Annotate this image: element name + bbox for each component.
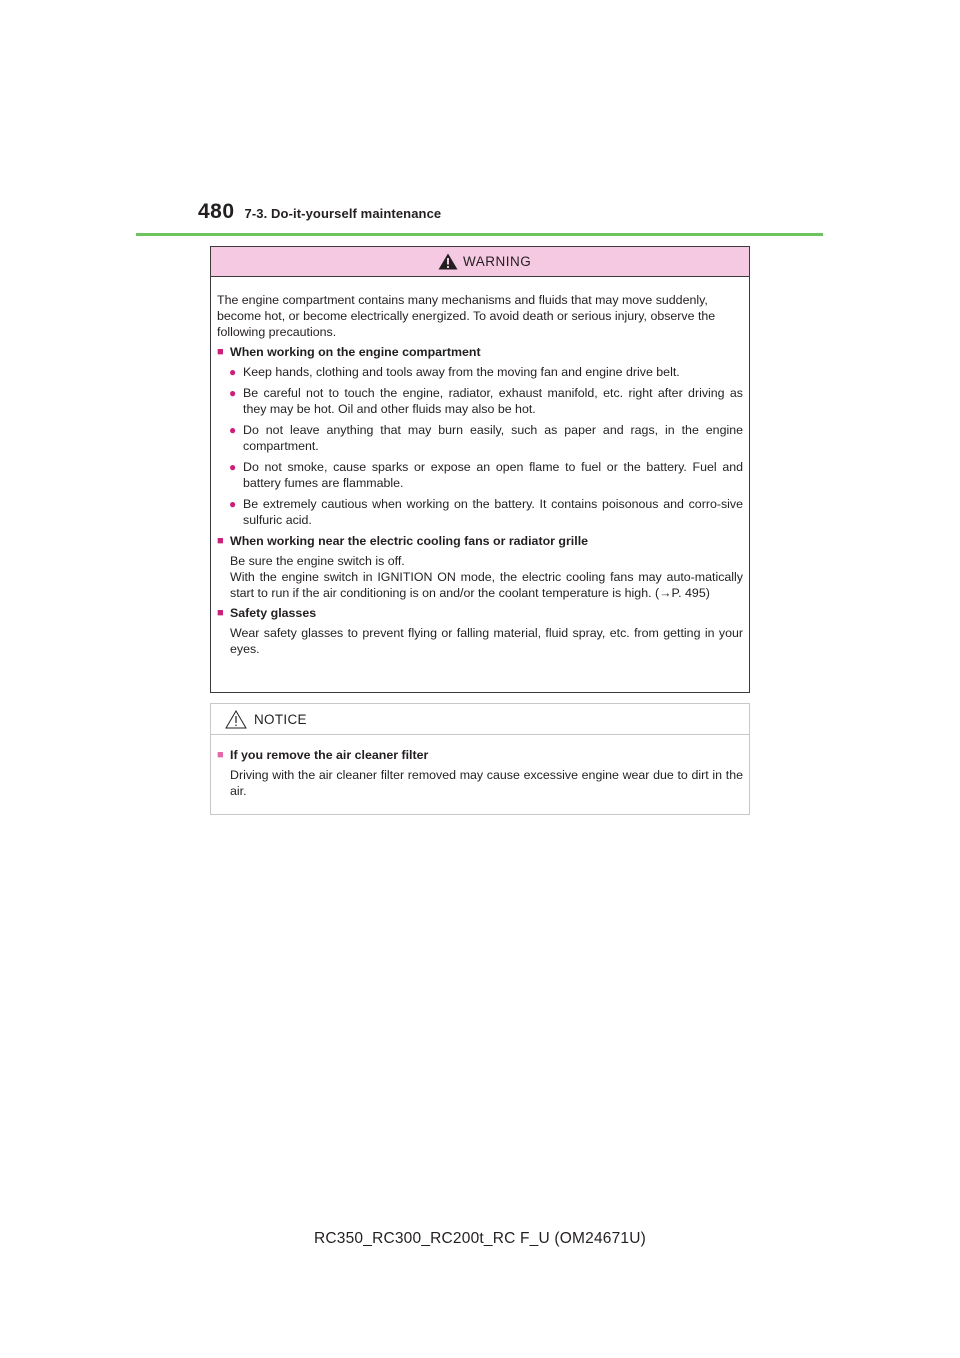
notice-header [211,704,749,735]
warning-label: WARNING [463,254,532,269]
list-item [217,364,743,380]
notice-triangle-icon [225,710,247,734]
circle-bullet-icon: ● [229,460,237,474]
notice-label: NOTICE [254,712,307,727]
header-rule [136,233,823,236]
warning-intro: The engine compartment contains many mechanisms and fluids that may move suddenly, become hot, or become electrically energized. To avoid death or serious injury, observe the following precautions. [217,293,716,339]
section-heading-text: If you remove the air cleaner filter [230,748,429,762]
notice-body [211,735,749,799]
section-heading-text: When working near the electric cooling fans or radiator grille [230,534,589,548]
paragraph: Be sure the engine switch is off. [230,554,405,568]
circle-bullet-icon: ● [229,497,237,511]
warning-box [210,246,750,693]
section-heading [217,605,743,621]
warning-header [211,247,749,277]
square-marker-icon: ■ [217,346,224,358]
section-title: 7-3. Do-it-yourself maintenance [244,206,442,221]
paragraph: With the engine switch in IGNITION ON mode, the electric cooling fans may auto-matically start to run if the air conditioning is on and/or the coolant temperature is high. (→P. 495) [230,570,743,600]
list-item-text: Be careful not to touch the engine, radiator, exhaust manifold, etc. right after driving as they may be hot. Oil and other fluids may also be hot. [243,386,743,416]
circle-bullet-icon: ● [229,365,237,379]
list-item-text: Do not smoke, cause sparks or expose an open flame to fuel or the battery. Fuel and battery fumes are flammable. [243,460,743,490]
circle-bullet-icon: ● [229,386,237,400]
section-heading [217,747,743,763]
section-heading-text: When working on the engine compartment [230,345,481,359]
warning-triangle-icon [438,253,458,275]
footer-model-code: RC350_RC300_RC200t_RC F_U (OM24671U) [314,1230,646,1247]
paragraph: Driving with the air cleaner filter removed may cause excessive engine wear due to dirt in the air. [230,768,743,798]
square-marker-icon: ■ [217,749,224,761]
list-item [217,496,743,528]
page-number: 480 [198,200,235,223]
section-heading-text: Safety glasses [230,606,317,620]
list-item-text: Keep hands, clothing and tools away from the moving fan and engine drive belt. [243,365,680,379]
list-item-text: Do not leave anything that may burn easily, such as paper and rags, in the engine compartment. [243,423,743,453]
list-item [217,422,743,454]
warning-body [211,277,749,657]
square-marker-icon: ■ [217,535,224,547]
square-marker-icon: ■ [217,607,224,619]
list-item-text: Be extremely cautious when working on the battery. It contains poisonous and corro-sive sulfuric acid. [243,497,743,527]
notice-box [210,703,750,815]
circle-bullet-icon: ● [229,423,237,437]
section-heading [217,533,743,549]
list-item [217,385,743,417]
paragraph: Wear safety glasses to prevent flying or falling material, fluid spray, etc. from getting in your eyes. [230,626,743,656]
section-heading [217,344,743,360]
list-item [217,459,743,491]
page-header [198,200,441,234]
